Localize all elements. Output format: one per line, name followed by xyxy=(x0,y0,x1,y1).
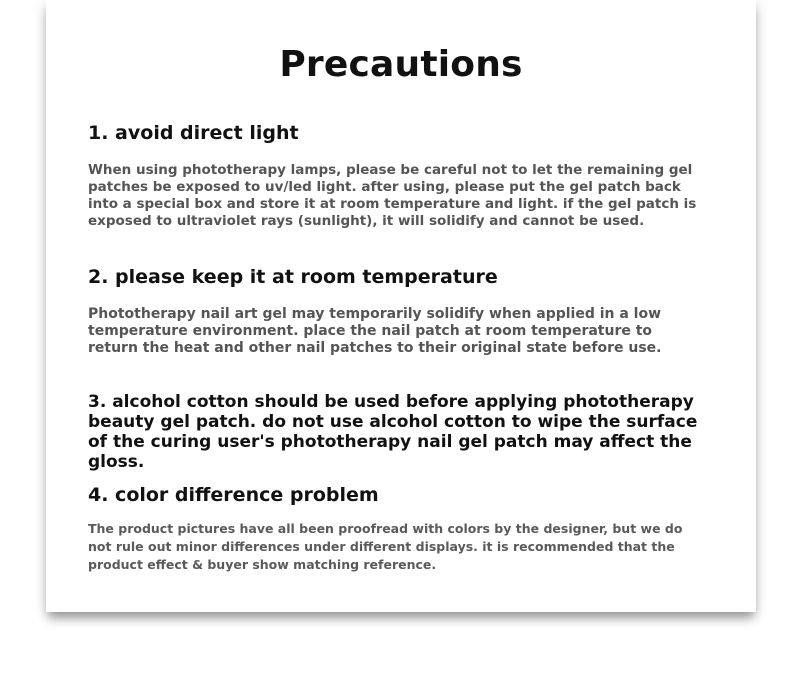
section-body: The product pictures have all been proofread with colors by the designer, but we do not rule out minor differences under different displays. it is recommended that the product effect & buyer show matching reference. xyxy=(88,521,683,572)
section-alcohol-cotton xyxy=(88,392,708,472)
section-body: When using phototherapy lamps, please be careful not to let the remaining gel patches be exposed to uv/led light. after using, please put the gel patch back into a special box and store it at room temperature and light. if the gel patch is exposed to ultraviolet rays (sunlight), it will solidify and cannot be used. xyxy=(88,162,697,229)
section-heading: 3. alcohol cotton should be used before applying phototherapy beauty gel patch. do not use alcohol cotton to wipe the surface of the curing user's phototherapy nail gel patch may affect the gloss. xyxy=(88,392,698,472)
section-heading: 2. please keep it at room temperature xyxy=(88,266,498,288)
section-heading: 1. avoid direct light xyxy=(88,122,299,144)
section-avoid-direct-light xyxy=(88,121,720,230)
precautions-card xyxy=(46,0,756,612)
section-body: Phototherapy nail art gel may temporarily solidify when applied in a low temperature environment. place the nail patch at room temperature to return the heat and other nail patches to their original state before use. xyxy=(88,306,662,356)
section-color-difference xyxy=(88,483,720,574)
page-title: Precautions xyxy=(279,44,523,85)
section-room-temperature xyxy=(88,265,720,357)
section-heading: 4. color difference problem xyxy=(88,484,379,506)
